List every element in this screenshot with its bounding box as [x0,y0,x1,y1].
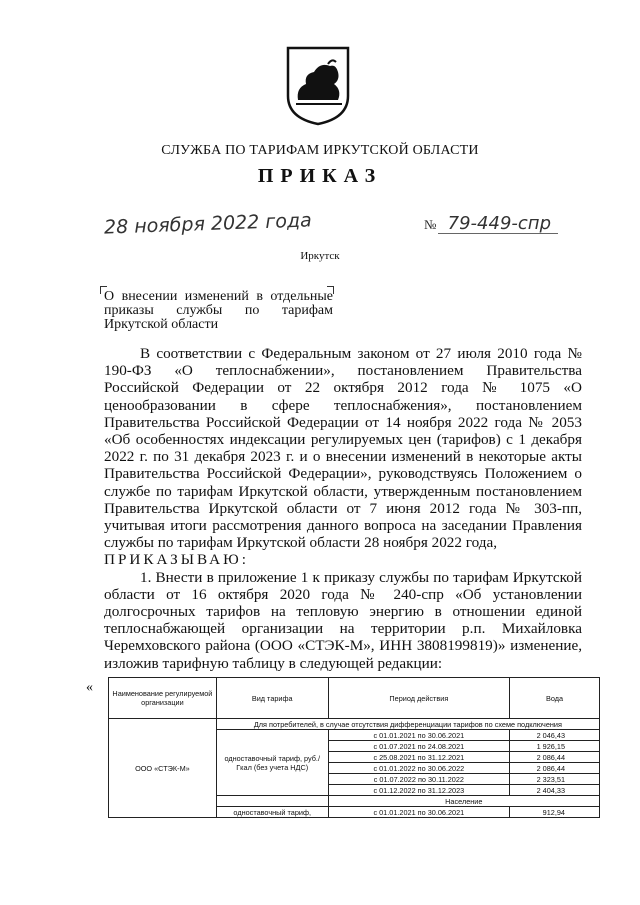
decree-word: ПРИКАЗЫВАЮ: [104,551,249,569]
organization-cell: ООО «СТЭК-М» [109,719,217,818]
header-water: Вода [510,678,600,719]
value-cell: 2 323,51 [510,774,600,785]
coat-of-arms-emblem [284,44,352,126]
tariff-type-cell: одноставочный тариф, руб./Гкал (без учета НДС) [216,730,328,796]
order-body [104,345,582,672]
agency-name: СЛУЖБА ПО ТАРИФАМ ИРКУТСКОЙ ОБЛАСТИ [161,143,479,158]
period-cell: с 01.12.2022 по 31.12.2023 [328,785,509,796]
item-1-paragraph: 1. Внести в приложение 1 к приказу службы по тарифам Иркутской области от 16 октября 2020 года № 240-спр «Об установлении долгосрочных тарифов на тепловую энергию в отношении единой теплоснабжающей организации на территории р.п. Михайловка Черемховского района (ООО «СТЭК-М», ИНН 3808199819)» изменение, изложив тарифную таблицу в следующей редакции: [104,568,582,672]
tariff-table [108,677,600,818]
value-cell: 1 926,15 [510,741,600,752]
handwritten-number: 79-449-спр [447,213,551,234]
value-cell: 912,94 [510,807,600,818]
handwritten-date: 28 ноября 2022 года [103,209,313,239]
number-underline [438,233,558,234]
order-subject: О внесении изменений в отдельные приказы службы по тарифам Иркутской области [104,289,333,332]
order-number [424,213,551,234]
period-cell: с 01.07.2021 по 24.08.2021 [328,741,509,752]
opening-quote: « [86,680,93,695]
period-cell: с 01.01.2021 по 30.06.2021 [328,730,509,741]
table-header-row [109,678,600,719]
header-period: Период действия [328,678,509,719]
city-name: Иркутск [300,250,340,262]
header-tariff-type: Вид тарифа [216,678,328,719]
period-cell: с 01.01.2022 по 30.06.2022 [328,763,509,774]
value-cell: 2 046,43 [510,730,600,741]
value-cell: 2 086,44 [510,752,600,763]
number-prefix: № [424,217,437,232]
header-organization: Наименование регулируемой организации [109,678,217,719]
preamble-paragraph: В соответствии с Федеральным законом от 27 июля 2010 года № 190-ФЗ «О теплоснабжении», постановлением Правительства Российской Федерации от 22 октября 2012 года № 1075 «О ценообразовании в сфере теплоснабжения», постановлением Правительства Российской Федерации от 14 ноября 2022 года № 2053 «Об особенностях индексации регулируемых цен (тарифов) с 1 декабря 2022 г. по 31 декабря 2023 г. и о внесении изменений в некоторые акты Правительства Российской Федерации», руководствуясь Положением о службе по тарифам Иркутской области, утвержденным постановлением Правительства Иркутской области от 7 июня 2012 года № 303-пп, учитывая итоги рассмотрения данного вопроса на заседании Правления службы по тарифам Иркутской области 28 ноября 2022 года, [104,345,582,552]
value-cell: 2 404,33 [510,785,600,796]
period-cell: с 25.08.2021 по 31.12.2021 [328,752,509,763]
section-population: Население [328,796,599,807]
document-title: ПРИКАЗ [257,165,383,187]
value-cell: 2 086,44 [510,763,600,774]
section-consumers: Для потребителей, в случае отсутствия дифференциации тарифов по схеме подключения [216,719,599,730]
period-cell: с 01.01.2021 по 30.06.2021 [328,807,509,818]
tariff-type-cell: одноставочный тариф, [216,807,328,818]
period-cell: с 01.07.2022 по 30.11.2022 [328,774,509,785]
spacer-cell [216,796,328,807]
table-row [109,719,600,730]
